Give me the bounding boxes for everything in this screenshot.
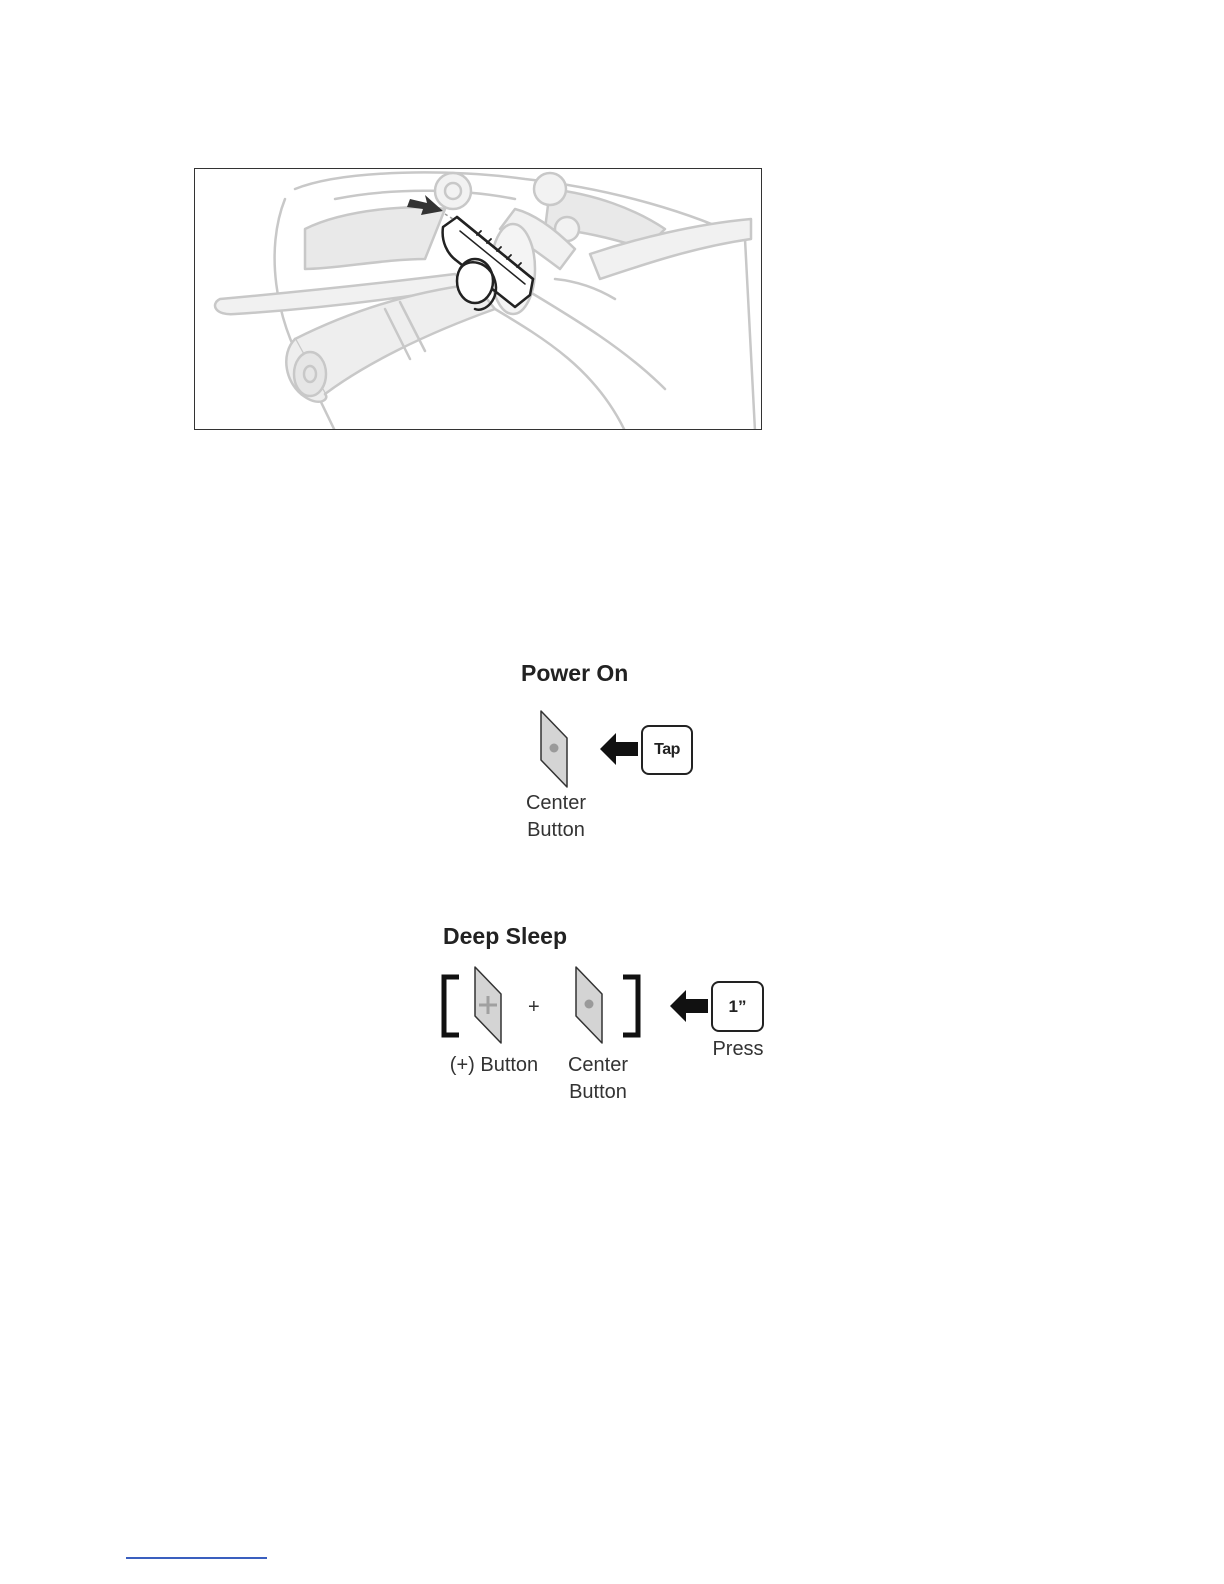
plus-combine-sign: + [528, 996, 540, 1018]
center-button-label [506, 790, 606, 844]
plus-button-icon [472, 964, 504, 1046]
press-duration-box [711, 981, 764, 1032]
right-bracket-icon [620, 974, 642, 1038]
deep-sleep-center-button-icon [573, 964, 605, 1046]
center-button-icon [538, 708, 570, 790]
handlebar-mount-illustration [194, 168, 762, 430]
center-button-label-line2: Button [527, 819, 585, 841]
deep-sleep-left-arrow-icon [670, 990, 708, 1022]
tap-action-box [641, 725, 693, 775]
press-action-label: Press [712, 1038, 764, 1060]
left-bracket-icon [440, 974, 462, 1038]
power-on-heading: Power On [521, 660, 629, 686]
tap-action-label: Tap [654, 741, 680, 758]
press-duration-label: 1” [728, 996, 747, 1016]
left-arrow-icon [600, 733, 638, 765]
deep-sleep-heading: Deep Sleep [443, 923, 567, 949]
center-button-label-line1: Center [525, 792, 587, 814]
footnote-separator [126, 1557, 267, 1559]
deep-sleep-center-button-label [548, 1052, 648, 1106]
plus-button-label: (+) Button [449, 1054, 539, 1076]
deep-sleep-center-label-line1: Center [567, 1054, 629, 1076]
handlebar-mount-drawing [195, 169, 762, 430]
deep-sleep-center-label-line2: Button [569, 1081, 627, 1103]
